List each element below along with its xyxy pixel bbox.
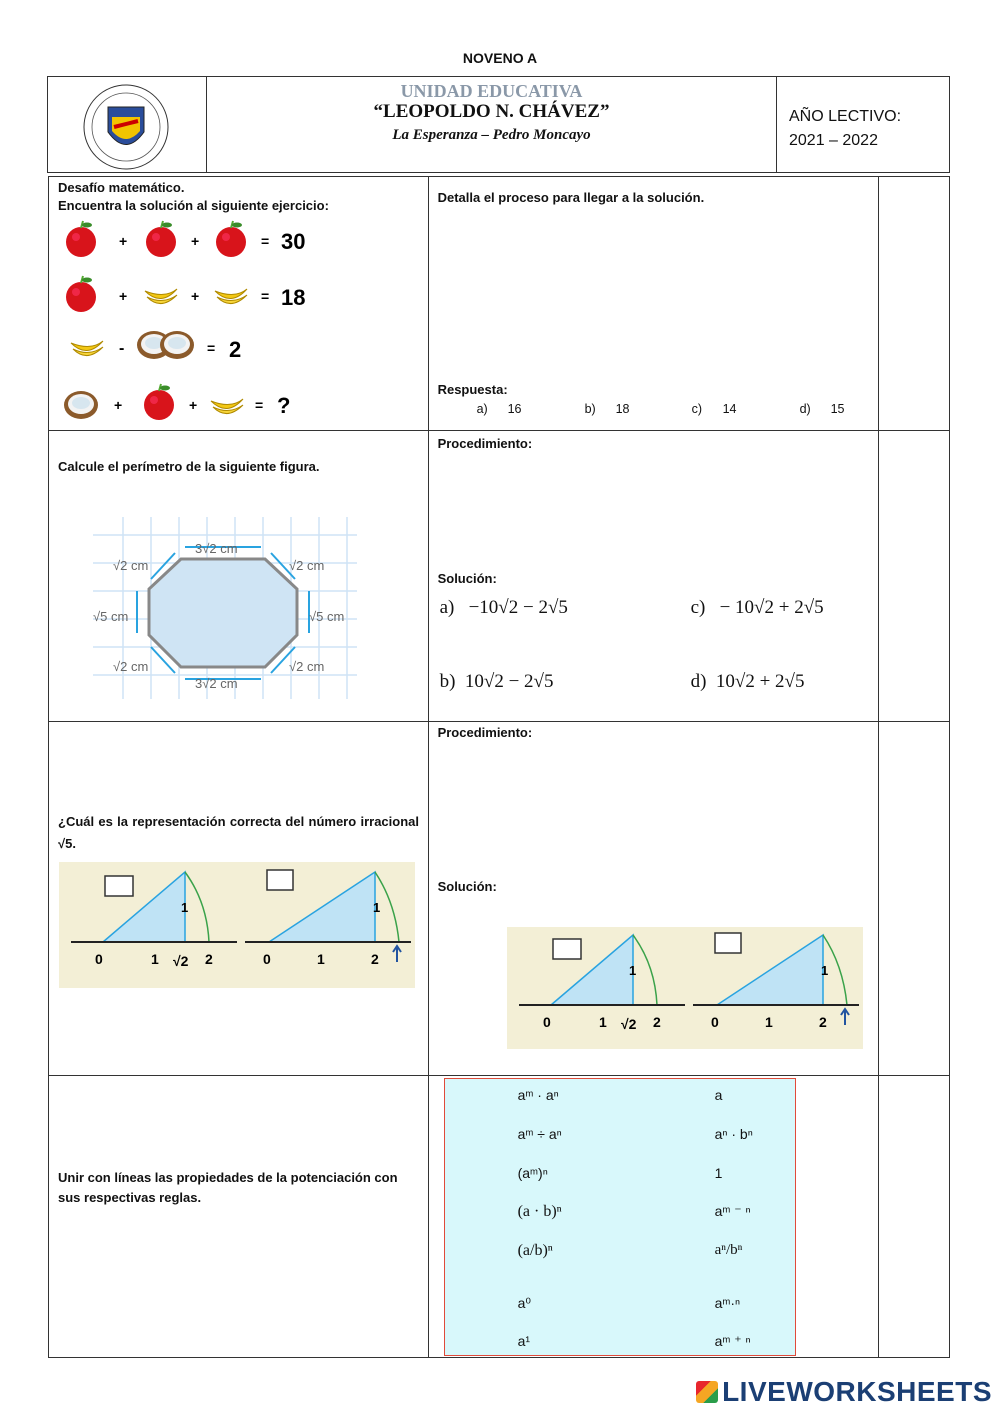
school-line2: “LEOPOLDO N. CHÁVEZ” xyxy=(373,101,610,122)
result-2: 18 xyxy=(281,285,306,310)
q3-solution-label: Solución: xyxy=(437,879,497,894)
plus-sign: + xyxy=(189,397,198,413)
checkbox-b[interactable] xyxy=(267,870,293,890)
side-label: 1 xyxy=(820,963,828,978)
apple-icon xyxy=(66,276,96,312)
q2-option-b[interactable] xyxy=(440,671,554,693)
q4-score-cell xyxy=(879,1076,950,1358)
q1-left-cell xyxy=(49,177,429,431)
right-item-1[interactable]: a xyxy=(714,1087,723,1103)
option-expr: 10√2 + 2√5 xyxy=(715,671,805,692)
q1-option-b-letter: b) xyxy=(584,402,596,416)
q4-right-cell xyxy=(428,1076,878,1358)
banana-icon xyxy=(145,289,177,304)
right-item-5[interactable]: aⁿ/bⁿ xyxy=(714,1242,743,1258)
left-item-3[interactable]: (aᵐ)ⁿ xyxy=(517,1165,548,1181)
q1-option-c-value[interactable]: 14 xyxy=(722,402,737,416)
q4-question: Unir con líneas las propiedades de la potenciación con sus respectivas reglas. xyxy=(58,1170,398,1205)
equals-sign: = xyxy=(255,397,264,413)
axis-0: 0 xyxy=(710,1014,719,1030)
label-bottom-right: √2 cm xyxy=(289,659,325,674)
axis-sqrt2: √2 xyxy=(620,1016,637,1032)
apple-icon xyxy=(66,221,96,257)
logo-text: LIVEWORKSHEETS xyxy=(722,1376,992,1407)
matching-panel xyxy=(444,1078,796,1356)
q2-option-a[interactable] xyxy=(440,597,568,619)
option-letter: a) xyxy=(439,597,455,618)
q1-right-cell[interactable] xyxy=(428,177,878,431)
question-row-1 xyxy=(49,177,950,431)
year-value: 2021 – 2022 xyxy=(789,132,878,149)
plus-sign: + xyxy=(119,288,128,304)
banana-icon xyxy=(71,341,103,356)
q3-procedure-label: Procedimiento: xyxy=(437,725,533,740)
logo-cell xyxy=(48,77,207,172)
solution-number-lines xyxy=(507,927,863,1049)
school-header xyxy=(47,76,950,173)
question-row-4 xyxy=(49,1076,950,1358)
left-item-4[interactable]: (a · b)ⁿ xyxy=(517,1203,562,1220)
axis-1: 1 xyxy=(764,1014,773,1030)
left-item-1[interactable]: aᵐ · aⁿ xyxy=(517,1087,559,1103)
q1-option-c-letter: c) xyxy=(691,402,702,416)
q2-option-d[interactable] xyxy=(691,671,805,693)
q1-title: Desafío matemático. xyxy=(58,180,185,195)
axis-0: 0 xyxy=(542,1014,551,1030)
q1-score-cell xyxy=(879,177,950,431)
q3-right-cell[interactable] xyxy=(428,722,878,1076)
apple-icon xyxy=(216,221,246,257)
right-item-6[interactable]: aᵐ·ⁿ xyxy=(714,1295,741,1311)
q2-right-cell[interactable] xyxy=(428,431,878,722)
result-4: ? xyxy=(277,393,291,418)
school-line3: La Esperanza – Pedro Moncayo xyxy=(392,127,591,143)
label-top-left: √2 cm xyxy=(113,558,149,573)
minus-sign: - xyxy=(119,340,125,357)
axis-2: 2 xyxy=(652,1014,661,1030)
year-cell xyxy=(776,77,949,172)
side-label: 1 xyxy=(628,963,636,978)
result-3: 2 xyxy=(229,337,242,362)
plus-sign: + xyxy=(114,397,123,413)
q1-answer-label: Respuesta: xyxy=(437,382,508,397)
fruit-puzzle xyxy=(59,217,319,429)
grade-label: NOVENO A xyxy=(462,50,538,66)
q2-option-c[interactable] xyxy=(691,597,824,619)
left-item-6[interactable]: a⁰ xyxy=(517,1295,531,1311)
label-bottom: 3√2 cm xyxy=(195,676,238,691)
q1-option-b-value[interactable]: 18 xyxy=(615,402,630,416)
number-line-options xyxy=(59,862,415,988)
right-item-4[interactable]: aᵐ ⁻ ⁿ xyxy=(714,1203,751,1219)
coconut-icon xyxy=(64,391,98,419)
equals-sign: = xyxy=(261,288,270,304)
q1-process-label: Detalla el proceso para llegar a la solución. xyxy=(437,190,705,205)
q3-score-cell xyxy=(879,722,950,1076)
left-item-2[interactable]: aᵐ ÷ aⁿ xyxy=(517,1126,562,1142)
axis-2: 2 xyxy=(371,951,379,967)
checkbox-a[interactable] xyxy=(553,939,581,959)
octagon-shape xyxy=(149,559,297,667)
q2-procedure-label: Procedimiento: xyxy=(437,436,533,451)
q2-solution-label: Solución: xyxy=(437,571,497,586)
equals-sign: = xyxy=(261,233,270,249)
worksheet-table xyxy=(48,176,950,1358)
option-expr: 10√2 − 2√5 xyxy=(464,671,554,692)
label-top: 3√2 cm xyxy=(195,541,238,556)
axis-2: 2 xyxy=(205,951,213,967)
checkbox-a[interactable] xyxy=(105,876,133,896)
q1-option-a-letter: a) xyxy=(476,402,488,416)
apple-icon xyxy=(144,384,174,420)
plus-sign: + xyxy=(119,233,128,249)
question-row-3 xyxy=(49,722,950,1076)
axis-0: 0 xyxy=(263,951,271,967)
left-item-5[interactable]: (a/b)ⁿ xyxy=(517,1242,553,1259)
axis-0: 0 xyxy=(95,951,103,967)
q2-score-cell xyxy=(879,431,950,722)
school-crest-icon xyxy=(48,77,206,172)
axis-1: 1 xyxy=(151,951,159,967)
q1-option-d-value[interactable]: 15 xyxy=(830,402,845,416)
year-label: AÑO LECTIVO: xyxy=(789,108,902,125)
label-bottom-left: √2 cm xyxy=(113,659,149,674)
q3-question: ¿Cuál es la representación correcta del número irracional √5. xyxy=(58,814,419,851)
question-row-2 xyxy=(49,431,950,722)
option-expr: − 10√2 + 2√5 xyxy=(719,597,824,618)
axis-sqrt2: √2 xyxy=(173,953,189,969)
option-letter: c) xyxy=(690,597,706,618)
q2-question: Calcule el perímetro de la siguiente figura. xyxy=(58,459,320,474)
side-label: 1 xyxy=(373,900,381,915)
checkbox-b[interactable] xyxy=(715,933,741,953)
banana-icon xyxy=(211,399,243,414)
right-item-3[interactable]: 1 xyxy=(714,1165,723,1181)
q3-left-cell xyxy=(49,722,429,1076)
apple-icon xyxy=(146,221,176,257)
side-label: 1 xyxy=(181,900,189,915)
right-item-2[interactable]: aⁿ · bⁿ xyxy=(714,1126,753,1142)
axis-2: 2 xyxy=(818,1014,827,1030)
axis-1: 1 xyxy=(598,1014,607,1030)
result-1: 30 xyxy=(281,229,306,254)
school-line1: UNIDAD EDUCATIVA xyxy=(400,81,583,101)
plus-sign: + xyxy=(191,233,200,249)
banana-icon xyxy=(215,289,247,304)
coconut-icon xyxy=(160,331,194,359)
label-left: √5 cm xyxy=(93,609,129,624)
q1-instruction: Encuentra la solución al siguiente ejercicio: xyxy=(58,198,329,213)
liveworksheets-logo xyxy=(696,1376,992,1408)
logo-icon xyxy=(696,1381,718,1403)
q4-left-cell xyxy=(49,1076,429,1358)
right-item-7[interactable]: aᵐ ⁺ ⁿ xyxy=(714,1333,751,1349)
q1-option-a-value[interactable]: 16 xyxy=(507,402,522,416)
q2-left-cell xyxy=(49,431,429,722)
axis-1: 1 xyxy=(317,951,325,967)
option-expr: −10√2 − 2√5 xyxy=(468,597,568,618)
left-item-7[interactable]: a¹ xyxy=(517,1333,531,1349)
option-letter: d) xyxy=(690,671,707,692)
octagon-figure xyxy=(93,517,357,699)
label-right: √5 cm xyxy=(309,609,345,624)
q1-option-d-letter: d) xyxy=(799,402,811,416)
plus-sign: + xyxy=(191,288,200,304)
option-letter: b) xyxy=(439,671,456,692)
equals-sign: = xyxy=(207,340,216,356)
label-top-right: √2 cm xyxy=(289,558,325,573)
